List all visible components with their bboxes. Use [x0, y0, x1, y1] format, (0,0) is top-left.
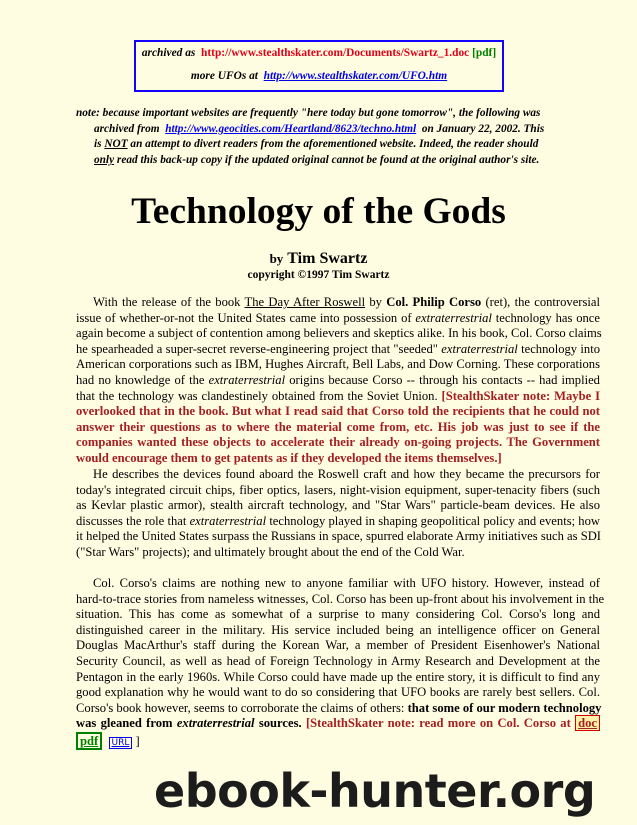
text: origins because Corso -- through his contacts -- had implied	[289, 372, 600, 387]
note-line	[76, 137, 600, 153]
text-line	[76, 734, 600, 752]
archived-as-label: archived as	[141, 47, 196, 59]
text-line: Security Council, as well as head of Foreign Technology in Army Research and Development at the	[76, 653, 600, 668]
paragraph-1	[76, 295, 600, 467]
text-line: Col. Corso's claims are nothing new to anyone familiar with UFO history. However, instead of	[93, 576, 600, 590]
text-line: ("Star Wars" projects); and ultimately brought about the end of the Cold War.	[76, 544, 465, 559]
text-line	[76, 295, 600, 311]
byline	[0, 250, 637, 268]
emphasis: extraterrestrial	[208, 372, 286, 387]
text-line	[76, 701, 600, 717]
archive-row-1	[136, 47, 502, 59]
note-text: on January 22, 2002. This	[421, 122, 545, 135]
note-line: note: because important websites are frequently "here today but gone tomorrow", the following was	[76, 107, 541, 119]
corso-url-link[interactable]: URL	[109, 737, 133, 749]
text: that the technology was clandestinely obtained from the Soviet Union.	[76, 388, 438, 403]
archive-note	[76, 106, 600, 168]
note-line	[76, 122, 600, 138]
archive-notice-box	[134, 40, 504, 92]
byline-by: by	[269, 251, 284, 266]
archive-doc-link[interactable]: http://www.stealthskater.com/Documents/Swartz_1.doc	[201, 47, 470, 59]
text-line: He describes the devices found aboard the Roswell craft and how they became the precursors for	[93, 467, 600, 481]
stealthskater-note: [StealthSkater note: read more on Col. Corso at	[305, 716, 571, 731]
text: technology has once	[495, 310, 600, 325]
paragraph-2	[76, 467, 600, 561]
text: technology played in shaping geopolitical policy and events; how	[269, 513, 600, 528]
archive-pdf-link[interactable]: [pdf]	[472, 47, 497, 59]
author-name: Tim Swartz	[287, 250, 368, 267]
text-line	[76, 716, 600, 732]
copyright-line: copyright ©1997 Tim Swartz	[247, 269, 390, 281]
emphasis: extraterrestrial	[441, 341, 518, 356]
bold-text: was gleaned from	[76, 716, 173, 731]
text-line: it helped the United States surpass the Russians in space, spurred elaborate Army initiatives such as SDI	[76, 529, 601, 544]
text: he spearheaded a super-secret reverse-engineering project that "seeded"	[76, 341, 438, 356]
text-line: hard-to-trace stories from nameless witnesses, Col. Corso has been up-front about his involvement in the	[76, 591, 605, 606]
text: by	[369, 295, 382, 309]
text-line: American corporations such as IBM, Hughes Aircraft, Bell Labs, and Dow Corning. These corporations	[76, 357, 600, 372]
watermark-text: ebook-hunter.org	[154, 764, 596, 818]
text-line: today's integrated circuit chips, fiber optics, lasers, night-vision equipment, super-tenacity fibers (such	[76, 482, 600, 497]
text-line	[76, 514, 600, 530]
note-text: archived from	[94, 122, 160, 135]
text-line	[76, 342, 600, 358]
stealthskater-note-line: overlooked that in the book. But what I read said that Corso told the recipients that he could not	[76, 404, 600, 419]
note-text: is	[94, 138, 102, 151]
stealthskater-note: [StealthSkater note: Maybe I	[441, 388, 600, 403]
paragraph-3	[76, 576, 605, 752]
note-line	[76, 153, 600, 169]
stealthskater-note-line: companies wanted these objects to accelerate their already on-going projects. The Government	[76, 435, 600, 450]
stealthskater-note-line: answer their questions as to where the material come from, etc. His job was just to see if the	[76, 419, 600, 434]
text-line	[76, 389, 600, 405]
stealthskater-note-line: would encourage them to get patents as if they developed the items themselves.]	[76, 450, 502, 465]
note-emphasis-only: only	[94, 153, 115, 166]
text-line: again become a subject of contention among believers and skeptics alike. In his book, Col. Corso claims	[76, 326, 602, 341]
text-line: as Kevlar plastic armor), stealth aircraft technology, and "Star Wars" particle-beam devices. He also	[76, 498, 600, 513]
text-line: distinguished career in the military. His service included being an intelligence officer on General	[76, 622, 600, 637]
archive-row-2	[136, 70, 502, 82]
text: had no knowledge of the	[76, 372, 205, 387]
text: With the release of the book	[93, 295, 241, 309]
ufo-index-link[interactable]: http://www.stealthskater.com/UFO.htm	[263, 70, 448, 82]
text: discusses the role that	[76, 513, 187, 528]
text-line: Douglas MacArthur's staff during the Korean War, a member of President Eisenhower's National	[76, 638, 600, 653]
corso-pdf-link[interactable]: pdf	[76, 732, 102, 750]
text-line	[76, 373, 600, 389]
text: issue of whether-or-not the United States came into possession of	[76, 310, 412, 325]
geocities-source-link[interactable]: http://www.geocities.com/Heartland/8623/techno.html	[165, 122, 417, 135]
text: technology into	[521, 341, 601, 356]
text-line: good explanation why he would want to do so considering that UFO books are rarely best sellers. Col.	[76, 685, 600, 700]
corso-doc-link[interactable]: doc	[575, 715, 600, 731]
closing-bracket: ]	[135, 733, 140, 748]
article-title: Technology of the Gods	[131, 191, 506, 232]
note-emphasis-not: NOT	[104, 138, 128, 151]
person-name: Col. Philip Corso	[386, 295, 482, 309]
emphasis: extraterrestrial	[176, 716, 255, 731]
note-text: read this back-up copy if the updated original cannot be found at the original author's site.	[116, 153, 540, 166]
text-line: situation. This has come as somewhat of a surprise to many considering Col. Corso's long and	[76, 607, 600, 622]
more-ufos-label: more UFOs at	[190, 70, 258, 82]
text-line: Pentagon in the early 1960s. While Corso could have made up the entire story, it is difficult to find any	[76, 669, 600, 684]
text: Corso's book however, seems to corroborate the claims of others:	[76, 700, 405, 715]
book-title: The Day After Roswell	[244, 295, 366, 309]
bold-text: sources.	[258, 716, 302, 731]
note-text: an attempt to divert readers from the aforementioned website. Indeed, the reader should	[130, 138, 539, 151]
text: (ret), the controversial	[485, 295, 600, 309]
emphasis: extraterrestrial	[415, 310, 492, 325]
text-line	[76, 311, 600, 327]
emphasis: extraterrestrial	[189, 513, 267, 528]
bold-text: that some of our modern technology	[407, 700, 602, 715]
